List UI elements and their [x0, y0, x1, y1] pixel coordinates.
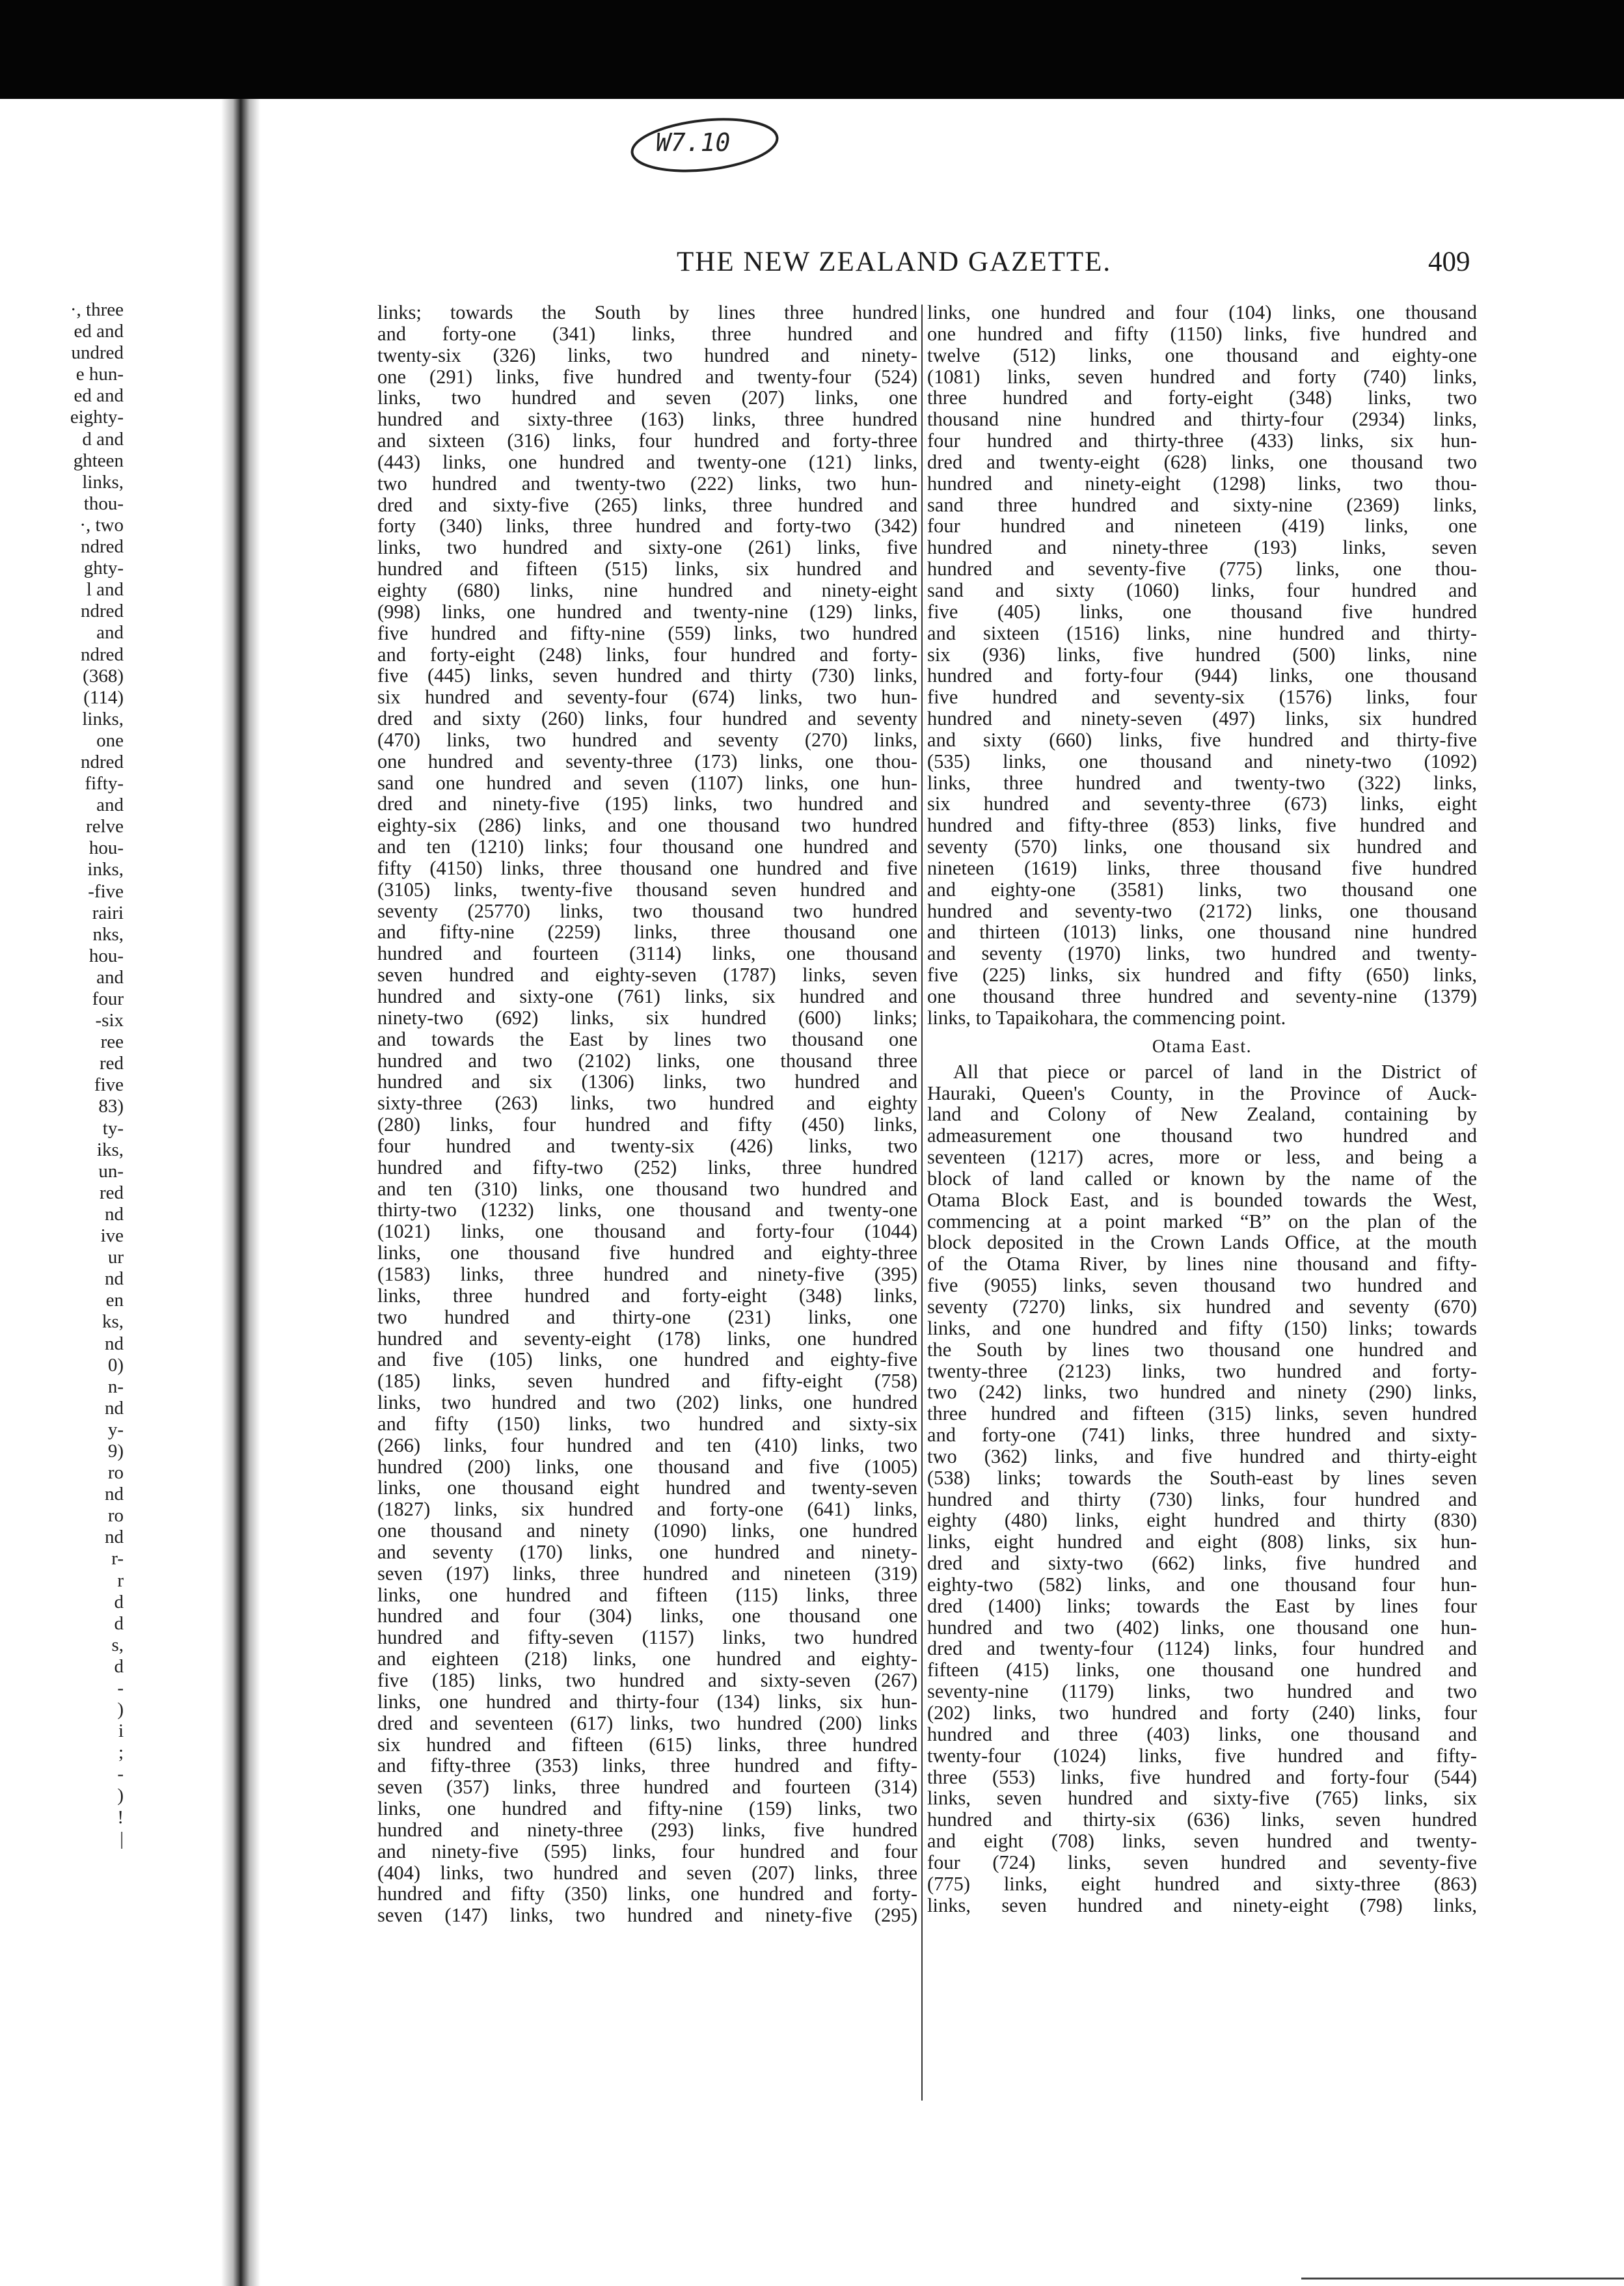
text-line: hundred and six (1306) links, two hundred and [377, 1071, 917, 1093]
text-line: one (291) links, five hundred and twenty-four (524) [377, 366, 917, 388]
margin-fragment: 83) [98, 1096, 124, 1117]
margin-fragment: four [92, 988, 124, 1009]
margin-fragment: y- [107, 1419, 124, 1440]
margin-fragment: links, [82, 708, 124, 729]
text-line: hundred and thirty-six (636) links, seven hundred [927, 1809, 1477, 1831]
text-line: hundred and fifty-three (853) links, five hundred and [927, 815, 1477, 837]
text-line: and ninety-five (595) links, four hundred and four [377, 1840, 917, 1862]
text-line: sand three hundred and sixty-nine (2369) links, [927, 494, 1477, 516]
text-line: hundred and fifty-two (252) links, three hundred [377, 1156, 917, 1178]
text-line: hundred and three (403) links, one thousand and [927, 1723, 1477, 1745]
margin-fragment: s, [111, 1634, 124, 1655]
text-line: links, eight hundred and eight (808) links, six hun- [927, 1531, 1477, 1553]
text-line: links, two hundred and sixty-one (261) links, five [377, 537, 917, 559]
text-line: four hundred and twenty-six (426) links, two [377, 1135, 917, 1157]
text-line: twenty-four (1024) links, five hundred and fifty- [927, 1745, 1477, 1767]
margin-fragment: d [114, 1655, 124, 1677]
margin-fragment: links, [82, 471, 124, 493]
text-line: block deposited in the Crown Lands Office, at the mouth [927, 1232, 1477, 1254]
text-line: (998) links, one hundred and twenty-nine (129) links, [377, 601, 917, 623]
right-text-column [927, 302, 1477, 1916]
margin-fragment: en [105, 1290, 124, 1311]
text-line: (1583) links, three hundred and ninety-five (395) [377, 1263, 917, 1285]
margin-fragment: thou- [83, 493, 124, 514]
text-line: of the Otama River, by lines nine thousand and fifty- [927, 1253, 1477, 1275]
text-line: one hundred and fifty (1150) links, five hundred and [927, 323, 1477, 345]
text-line: links, one hundred and fifty-nine (159) links, two [377, 1798, 917, 1819]
text-line: hundred and forty-four (944) links, one thousand [927, 665, 1477, 687]
margin-fragment: nd [105, 1397, 124, 1419]
text-line: five (9055) links, seven thousand two hundred and [927, 1275, 1477, 1296]
text-line: (1021) links, one thousand and forty-four (1044) [377, 1221, 917, 1243]
margin-fragment: relve [86, 816, 124, 837]
margin-fragment: ) [117, 1699, 124, 1721]
text-line: sand one hundred and seven (1107) links, one hun- [377, 772, 917, 794]
text-line: eighty-six (286) links, and one thousand two hundred [377, 815, 917, 837]
text-line: (443) links, one hundred and twenty-one (121) links, [377, 451, 917, 473]
text-line: and fifty (150) links, two hundred and sixty-six [377, 1413, 917, 1435]
text-line: seventeen (1217) acres, more or less, and being a [927, 1147, 1477, 1168]
text-line: commencing at a point marked “B” on the plan of the [927, 1210, 1477, 1232]
margin-fragment: ndred [80, 601, 124, 622]
handwritten-annotation [623, 114, 786, 179]
text-line: seven (197) links, three hundred and nineteen (319) [377, 1562, 917, 1585]
margin-fragment: ghty- [83, 558, 124, 579]
text-line: hundred and fifty-seven (1157) links, two hundred [377, 1627, 917, 1649]
text-line: dred (1400) links; towards the East by lines four [927, 1595, 1477, 1617]
text-line: hundred and two (402) links, one thousand one hun- [927, 1616, 1477, 1639]
text-line: hundred and ninety-seven (497) links, six hundred [927, 708, 1477, 729]
margin-fragment: n- [107, 1376, 124, 1397]
margin-fragment: ty- [102, 1117, 124, 1139]
margin-fragment: 0) [107, 1354, 124, 1376]
text-line: links, one hundred and four (104) links, one thousand [927, 302, 1477, 323]
text-line: nineteen (1619) links, three thousand five hundred [927, 857, 1477, 879]
text-line: four hundred and thirty-three (433) links, six hun- [927, 430, 1477, 452]
text-line: (775) links, eight hundred and sixty-three (863) [927, 1873, 1477, 1895]
text-line: sixty-three (263) links, two hundred and eighty [377, 1093, 917, 1115]
margin-fragment: nd [105, 1484, 124, 1505]
margin-fragment: hou- [88, 945, 124, 966]
text-line: two hundred and thirty-one (231) links, one [377, 1306, 917, 1328]
margin-fragment: inks, [87, 859, 124, 880]
text-line: and sixteen (1516) links, nine hundred and thirty- [927, 622, 1477, 644]
text-line: five hundred and fifty-nine (559) links, two hundred [377, 622, 917, 644]
margin-fragment: ree [100, 1031, 124, 1053]
margin-fragment: and [96, 795, 124, 816]
text-line: (404) links, two hundred and seven (207) links, three [377, 1862, 917, 1884]
margin-fragment: ur [107, 1247, 124, 1268]
text-line: links, seven hundred and sixty-five (765) links, six [927, 1788, 1477, 1810]
text-line: (470) links, two hundred and seventy (270) links, [377, 729, 917, 751]
section-heading: Otama East. [1152, 1036, 1252, 1057]
text-line: links, one hundred and thirty-four (134) links, six hun- [377, 1691, 917, 1713]
text-line: (1827) links, six hundred and forty-one (641) links, [377, 1499, 917, 1521]
text-line: dred and seventeen (617) links, two hundred (200) links [377, 1712, 917, 1734]
text-line: and seventy (1970) links, two hundred and twenty- [927, 943, 1477, 965]
text-line: seventy (570) links, one thousand six hundred and [927, 836, 1477, 858]
margin-fragment: ndred [80, 751, 124, 772]
margin-fragment: ive [100, 1225, 124, 1247]
text-line: hundred (200) links, one thousand and five (1005) [377, 1456, 917, 1478]
text-line: (266) links, four hundred and ten (410) links, two [377, 1434, 917, 1456]
margin-fragment: rairi [92, 902, 124, 923]
text-line: six hundred and seventy-three (673) links, eight [927, 793, 1477, 815]
text-line: forty (340) links, three hundred and forty-two (342) [377, 515, 917, 537]
margin-fragment: -six [95, 1010, 124, 1031]
text-line: five (445) links, seven hundred and thirty (730) links, [377, 665, 917, 687]
text-line: twenty-six (326) links, two hundred and ninety- [377, 344, 917, 366]
text-line: five (225) links, six hundred and fifty (650) links, [927, 964, 1477, 986]
text-line: dred and twenty-eight (628) links, one thousand two [927, 451, 1477, 473]
text-line: (1081) links, seven hundred and forty (740) links, [927, 366, 1477, 388]
text-line: links; towards the South by lines three hundred [377, 302, 917, 323]
text-line: and forty-one (341) links, three hundred and [377, 323, 917, 345]
margin-fragment: ·, two [79, 514, 124, 536]
text-line: fifteen (415) links, one thousand one hundred and [927, 1659, 1477, 1681]
text-line: land and Colony of New Zealand, containing by [927, 1104, 1477, 1126]
text-line: one hundred and seventy-three (173) links, one thou- [377, 750, 917, 772]
margin-fragment: ed and [74, 321, 124, 342]
text-line: three hundred and fifteen (315) links, seven hundred [927, 1403, 1477, 1425]
text-line: five (185) links, two hundred and sixty-seven (267) [377, 1670, 917, 1691]
text-line: and five (105) links, one hundred and eighty-five [377, 1349, 917, 1371]
text-line: (280) links, four hundred and fifty (450) links, [377, 1114, 917, 1136]
text-line: and towards the East by lines two thousand one [377, 1028, 917, 1050]
margin-fragment: nd [105, 1333, 124, 1354]
text-line: (202) links, two hundred and forty (240) links, four [927, 1702, 1477, 1724]
text-line: hundred and fifteen (515) links, six hundred and [377, 558, 917, 580]
text-line: five (405) links, one thousand five hundred [927, 601, 1477, 623]
text-line: hundred and fifty (350) links, one hundred and forty- [377, 1883, 917, 1905]
margin-fragment: and [96, 966, 124, 988]
margin-fragment: 9) [107, 1440, 124, 1462]
text-line: and sixty (660) links, five hundred and thirty-five [927, 729, 1477, 751]
margin-fragment: nd [105, 1268, 124, 1290]
text-line: five hundred and seventy-six (1576) links, four [927, 687, 1477, 709]
text-line: six hundred and fifteen (615) links, three hundred [377, 1734, 917, 1756]
text-line: seventy (7270) links, six hundred and seventy (670) [927, 1296, 1477, 1318]
page-title: THE NEW ZEALAND GAZETTE. [677, 247, 1112, 277]
text-line: hundred and four (304) links, one thousand one [377, 1605, 917, 1627]
text-line: All that piece or parcel of land in the District of [953, 1061, 1477, 1083]
margin-fragment: fifty- [85, 773, 124, 795]
page-number: 409 [1428, 247, 1470, 277]
text-line: hundred and ninety-eight (1298) links, two thou- [927, 472, 1477, 495]
text-line: twenty-three (2123) links, two hundred and forty- [927, 1360, 1477, 1382]
margin-fragment: ndred [80, 644, 124, 665]
margin-fragment: un- [98, 1160, 124, 1182]
margin-fragment: -five [88, 880, 124, 902]
text-line: (538) links; towards the South-east by lines seven [927, 1467, 1477, 1489]
text-line: links, two hundred and two (202) links, one hundred [377, 1392, 917, 1413]
margin-fragment: ; [118, 1742, 124, 1763]
text-line: thirty-two (1232) links, one thousand and twenty-one [377, 1199, 917, 1221]
text-line: seventy (25770) links, two thousand two hundred [377, 900, 917, 922]
text-line: and forty-one (741) links, three hundred and sixty- [927, 1424, 1477, 1446]
text-line: hundred and seventy-five (775) links, one thou- [927, 558, 1477, 580]
text-line: six hundred and seventy-four (674) links, two hun- [377, 687, 917, 709]
margin-fragment: ) [117, 1785, 124, 1806]
text-line: and fifty-three (353) links, three hundred and fifty- [377, 1755, 917, 1777]
text-line: dred and twenty-four (1124) links, four hundred and [927, 1638, 1477, 1660]
text-line: dred and sixty-five (265) links, three hundred and [377, 494, 917, 516]
margin-fragment: ks, [102, 1311, 124, 1333]
text-line: sand and sixty (1060) links, four hundred and [927, 579, 1477, 601]
margin-fragment: nd [105, 1203, 124, 1225]
text-line: admeasurement one thousand two hundred and [927, 1125, 1477, 1147]
text-line: and eighteen (218) links, one hundred and eighty- [377, 1648, 917, 1670]
text-line: links, three hundred and twenty-two (322) links, [927, 772, 1477, 794]
text-line: block of land called or known by the name of the [927, 1167, 1477, 1190]
text-line: hundred and ninety-three (293) links, five hundred [377, 1819, 917, 1841]
text-line: and forty-eight (248) links, four hundred and forty- [377, 644, 917, 666]
binding-shadow [221, 99, 260, 2286]
text-line: and eight (708) links, seven hundred and twenty- [927, 1830, 1477, 1852]
bottom-rule [1301, 2278, 1624, 2279]
text-line: one thousand three hundred and seventy-nine (1379) [927, 986, 1477, 1007]
margin-fragment: one [96, 729, 124, 751]
margin-fragment: r- [111, 1548, 124, 1570]
text-line: links, one thousand five hundred and eighty-three [377, 1242, 917, 1264]
text-line: four (724) links, seven hundred and seventy-five [927, 1851, 1477, 1873]
text-line: hundred and seventy-eight (178) links, one hundred [377, 1327, 917, 1350]
text-line: (3105) links, twenty-five thousand seven hundred and [377, 878, 917, 901]
text-line: and fifty-nine (2259) links, three thousand one [377, 921, 917, 944]
text-line: dred and sixty-two (662) links, five hundred and [927, 1553, 1477, 1574]
text-line: hundred and sixty-one (761) links, six hundred and [377, 986, 917, 1007]
margin-fragment: eighty- [70, 407, 124, 428]
margin-fragment: ro [107, 1462, 124, 1484]
text-line: Otama Block East, and is bounded towards the West, [927, 1189, 1477, 1211]
text-line: links, to Tapaikohara, the commencing point. [927, 1007, 1286, 1029]
text-line: dred and ninety-five (195) links, two hundred and [377, 793, 917, 815]
text-line: hundred and fourteen (3114) links, one thousand [377, 943, 917, 965]
margin-fragment: undred [71, 342, 124, 364]
margin-fragment: | [120, 1828, 124, 1849]
margin-fragment: r [117, 1570, 124, 1591]
text-line: eighty (680) links, nine hundred and ninety-eight [377, 579, 917, 601]
margin-fragment: five [94, 1074, 124, 1096]
margin-fragment: ro [107, 1505, 124, 1527]
margin-fragment: hou- [88, 837, 124, 859]
text-line: one thousand and ninety (1090) links, one hundred [377, 1520, 917, 1542]
margin-fragment: ed and [74, 385, 124, 407]
column-divider [921, 305, 923, 2101]
text-line: seven (357) links, three hundred and fourteen (314) [377, 1776, 917, 1799]
margin-fragment: d [114, 1612, 124, 1634]
text-line: links, two hundred and seven (207) links, one [377, 387, 917, 409]
text-line: dred and sixty (260) links, four hundred and seventy [377, 708, 917, 729]
text-line: links, and one hundred and fifty (150) links; towards [927, 1317, 1477, 1339]
handwritten-note-text: W7.10 [656, 128, 731, 157]
otama-east-description [927, 1061, 1477, 1916]
margin-fragment: nd [105, 1527, 124, 1548]
text-line: and eighty-one (3581) links, two thousand one [927, 878, 1477, 901]
text-line: four hundred and nineteen (419) links, one [927, 515, 1477, 537]
text-line: hundred and ninety-three (193) links, seven [927, 537, 1477, 559]
text-line: eighty (480) links, eight hundred and thirty (830) [927, 1510, 1477, 1532]
text-line: fifty (4150) links, three thousand one hundred and five [377, 857, 917, 879]
text-line: and sixteen (316) links, four hundred and forty-three [377, 430, 917, 452]
margin-fragment: ·, three [70, 299, 124, 320]
text-line: and seventy (170) links, one hundred and ninety- [377, 1541, 917, 1563]
margin-fragment: ! [117, 1806, 124, 1828]
text-line: two hundred and twenty-two (222) links, two hun- [377, 472, 917, 495]
text-line: and ten (1210) links; four thousand one hundred and [377, 836, 917, 858]
text-line: two (362) links, and five hundred and thirty-eight [927, 1445, 1477, 1467]
text-line: and thirteen (1013) links, one thousand nine hundred [927, 921, 1477, 944]
text-line: (535) links, one thousand and ninety-two (1092) [927, 750, 1477, 772]
text-line: six (936) links, five hundred (500) links, nine [927, 644, 1477, 666]
text-line: links, one hundred and fifteen (115) links, three [377, 1584, 917, 1606]
left-text-column [377, 302, 917, 1926]
text-line: Hauraki, Queen's County, in the Province of Auck- [927, 1082, 1477, 1104]
margin-fragment: (114) [83, 687, 124, 708]
margin-fragment: iks, [96, 1139, 124, 1160]
margin-fragment: d [114, 1591, 124, 1612]
margin-fragment: l and [86, 579, 124, 601]
text-line: twelve (512) links, one thousand and eighty-one [927, 344, 1477, 366]
margin-fragment: - [117, 1763, 124, 1785]
margin-fragment: and [96, 622, 124, 644]
text-line: (185) links, seven hundred and fifty-eight (758) [377, 1370, 917, 1393]
text-line: seven (147) links, two hundred and ninety-five (295) [377, 1905, 917, 1927]
text-line: two (242) links, two hundred and ninety (290) links, [927, 1381, 1477, 1404]
text-line: the South by lines two thousand one hundred and [927, 1339, 1477, 1361]
text-line: eighty-two (582) links, and one thousand four hun- [927, 1573, 1477, 1596]
text-line: seventy-nine (1179) links, two hundred and two [927, 1681, 1477, 1702]
margin-fragment: i [118, 1721, 124, 1742]
text-line: thousand nine hundred and thirty-four (2934) links, [927, 409, 1477, 431]
text-line: seven hundred and eighty-seven (1787) links, seven [377, 964, 917, 986]
margin-fragment: red [99, 1053, 124, 1074]
text-line: three hundred and forty-eight (348) links, two [927, 387, 1477, 409]
margin-fragment: ghteen [73, 450, 124, 471]
margin-fragment: e hun- [75, 364, 124, 385]
margin-fragment: - [117, 1678, 124, 1698]
text-line: hundred and seventy-two (2172) links, one thousand [927, 900, 1477, 922]
text-line: hundred and thirty (730) links, four hundred and [927, 1488, 1477, 1510]
scan-top-border [0, 0, 1624, 99]
text-line: hundred and sixty-three (163) links, three hundred [377, 409, 917, 431]
margin-fragment: nks, [92, 923, 124, 945]
margin-fragment: d and [82, 428, 124, 450]
text-line: hundred and two (2102) links, one thousand three [377, 1050, 917, 1072]
text-line: and ten (310) links, one thousand two hundred and [377, 1178, 917, 1200]
margin-fragment: ndred [80, 536, 124, 558]
text-line: three (553) links, five hundred and forty-four (544) [927, 1766, 1477, 1788]
text-line: links, three hundred and forty-eight (348) links, [377, 1285, 917, 1307]
text-line: links, seven hundred and ninety-eight (798) links, [927, 1894, 1477, 1916]
margin-fragment: red [99, 1182, 124, 1203]
boundary-description-continued [927, 302, 1477, 1029]
margin-fragment: (368) [83, 665, 124, 687]
facing-page-fragments [0, 299, 124, 1850]
text-line: links, one thousand eight hundred and twenty-seven [377, 1477, 917, 1499]
text-line: ninety-two (692) links, six hundred (600) links; [377, 1007, 917, 1029]
